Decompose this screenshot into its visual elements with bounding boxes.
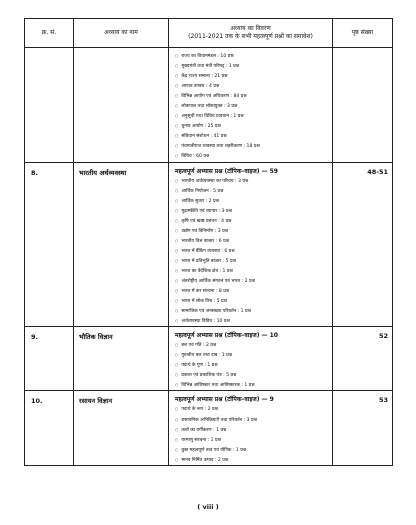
bullet-icon: ○	[175, 372, 179, 378]
topic-text: प्रकाश एवं प्रकाशिक यंत्र : 5 प्रश्न	[181, 373, 237, 379]
bullet-icon: ○	[175, 277, 179, 283]
topic-text: राज्य का विधानमंडल : 10 प्रश्न	[181, 54, 234, 59]
chapter-name-cell: भारतीय अर्थव्यवस्था	[74, 162, 169, 327]
page-number-cell: 53	[333, 391, 393, 465]
bullet-icon: ○	[175, 83, 179, 89]
topic-text: मानव निर्मित उत्पाद : 2 प्रश्न	[181, 457, 229, 463]
topic-text: मुद्रास्फीति एवं व्यापार : 3 प्रश्न	[181, 208, 232, 214]
topic-list-item	[175, 296, 332, 306]
table-row	[25, 162, 393, 327]
topic-text: केंद्र राज्य सम्बन्ध : 21 प्रश्न	[181, 74, 228, 80]
topic-text: विभिन्न आयोग एवं अधिकरण : 84 प्रश्न	[181, 94, 247, 100]
serial-number-cell: 9.	[25, 327, 74, 391]
serial-number-cell: 8.	[25, 162, 74, 327]
topic-text: आपात उपबंध : 4 प्रश्न	[181, 84, 220, 90]
topic-list-item	[175, 131, 332, 141]
topic-text: पदार्थ के गुण : 1 प्रश्न	[181, 363, 218, 369]
topic-list-item	[175, 435, 332, 445]
bullet-icon: ○	[175, 143, 179, 149]
bullet-icon: ○	[175, 93, 179, 99]
topic-list	[169, 176, 332, 327]
topic-text: परमाणु संरचना : 1 प्रश्न	[181, 437, 221, 443]
topic-text: सामाजिक एवं जनसंख्या परिवर्तन : 1 प्रश्न	[181, 309, 251, 315]
topic-list-item	[175, 370, 332, 380]
bullet-icon: ○	[175, 73, 179, 79]
chapter-name-cell	[74, 48, 169, 163]
bullet-icon: ○	[175, 382, 179, 388]
topic-list-item	[175, 111, 332, 121]
bullet-icon: ○	[175, 318, 179, 324]
topic-list-item	[175, 425, 332, 435]
bullet-icon: ○	[175, 247, 179, 253]
topic-list-item	[175, 196, 332, 206]
topic-list-item	[175, 246, 332, 256]
topic-list-item	[175, 141, 332, 151]
bullet-icon: ○	[175, 103, 179, 109]
serial-number-cell	[25, 48, 74, 163]
chapter-description-cell	[169, 391, 333, 465]
bullet-icon: ○	[175, 406, 179, 412]
practice-questions-heading: महत्वपूर्ण अभ्यास प्रश्न (टॉपिक–वाइज) — 59	[175, 167, 278, 175]
bullet-icon: ○	[175, 123, 179, 129]
topic-text: चुनाव आयोग : 25 प्रश्न	[181, 124, 221, 130]
topic-list-item	[175, 71, 332, 81]
bullet-icon: ○	[175, 153, 179, 159]
topic-list-item	[175, 306, 332, 316]
chapter-name-cell: भौतिक विज्ञान	[74, 327, 169, 391]
practice-questions-heading: महत्वपूर्ण अभ्यास प्रश्न (टॉपिक–वाइज) — 10	[175, 332, 278, 340]
topic-list-item	[175, 236, 332, 246]
topic-list	[169, 340, 332, 390]
page-number-cell: 52	[333, 327, 393, 391]
topic-text: भारत में बैंकिंग व्यवस्था : 6 प्रश्न	[181, 248, 235, 254]
topic-text: लोकपाल तथा लोकायुक्त : 3 प्रश्न	[181, 104, 238, 110]
bullet-icon: ○	[175, 133, 179, 139]
serial-number-cell: 10.	[25, 391, 74, 465]
bullet-icon: ○	[175, 177, 179, 183]
topic-text: आर्थिक नियोजन : 5 प्रश्न	[181, 188, 224, 194]
bullet-icon: ○	[175, 113, 179, 119]
topic-list-item	[175, 340, 332, 350]
topic-list-item	[175, 151, 332, 161]
topic-list-item	[175, 276, 332, 286]
page-footer-number: ( viii )	[197, 503, 219, 511]
practice-questions-heading: महत्वपूर्ण अभ्यास प्रश्न (टॉपिक–वाइज) — 9	[175, 396, 274, 404]
description-header-title: अध्याय का विवरण	[230, 25, 271, 32]
topic-text: भारत में कर संरचना : 8 प्रश्न	[181, 289, 230, 295]
bullet-icon: ○	[175, 308, 179, 314]
topic-text: अर्थव्यवस्था विविध : 10 प्रश्न	[181, 319, 230, 325]
topic-text: अंतर्राष्ट्रीय आर्थिक संगठन एवं भारत : 2 प्रश्न	[181, 278, 255, 284]
topic-list-item	[175, 216, 332, 226]
bullet-icon: ○	[175, 416, 179, 422]
bullet-icon: ○	[175, 342, 179, 348]
topic-text: आर्थिक सुधार : 2 प्रश्न	[181, 198, 219, 204]
bullet-icon: ○	[175, 187, 179, 193]
topic-list-item	[175, 101, 332, 111]
topic-text: अनुसूची तथा विविध प्रावधान : 1 प्रश्न	[181, 114, 244, 120]
page-number-cell	[333, 48, 393, 163]
topic-list-item	[175, 455, 332, 465]
topic-text: संविधान संशोधन : 41 प्रश्न	[181, 134, 227, 140]
topic-text: विविध : 60 प्रश्न	[181, 154, 210, 160]
topic-list-item	[175, 266, 332, 276]
bullet-icon: ○	[175, 267, 179, 273]
topic-list-item	[175, 91, 332, 101]
chapter-description-header	[169, 19, 333, 48]
topic-list-item	[175, 206, 332, 216]
bullet-icon: ○	[175, 207, 179, 213]
bullet-icon: ○	[175, 227, 179, 233]
topic-list-item	[175, 360, 332, 370]
bullet-icon: ○	[175, 257, 179, 263]
topic-text: गुरुत्वीय बल तथा दाब : 1 प्रश्न	[181, 353, 233, 359]
page-number-header: पृष्ठ संख्या	[333, 19, 393, 48]
bullet-icon: ○	[175, 352, 179, 358]
bullet-icon: ○	[175, 436, 179, 442]
topic-text: पंचायतीराज व्यवस्था तथा शहरीकरण : 18 प्रश्न	[181, 144, 260, 150]
table-row	[25, 391, 393, 465]
bullet-icon: ○	[175, 456, 179, 462]
description-header-subtitle: (2011-2021 तक के सभी महत्वपूर्ण प्रश्नों का समावेश)	[188, 33, 313, 40]
topic-text: भारतीय अर्थव्यवस्था का परिचय : 3 प्रश्न	[181, 178, 249, 184]
chapter-name-header: अध्याय का नाम	[74, 19, 169, 48]
topic-text: भारत में प्रतिभूति बाजार : 5 प्रश्न	[181, 258, 236, 264]
bullet-icon: ○	[175, 217, 179, 223]
topic-text: रासायनिक अभिक्रियाएँ तथा परिवर्तन : 3 प्रश्न	[181, 417, 257, 423]
topic-list-item	[175, 61, 332, 71]
topic-text: भारतीय वित्त बाजार : 6 प्रश्न	[181, 238, 229, 244]
table-row	[25, 327, 393, 391]
page-number-cell: 48-51	[333, 162, 393, 327]
topic-list-item	[175, 404, 332, 414]
bullet-icon: ○	[175, 53, 179, 58]
bullet-icon: ○	[175, 63, 179, 69]
topic-text: उद्योग एवं विनिर्माण : 3 प्रश्न	[181, 228, 228, 234]
serial-header: क्र. सं.	[25, 19, 74, 48]
topic-text: मुख्यमंत्री तथा मंत्री परिषद् : 1 प्रश्न	[181, 64, 239, 70]
table-row	[25, 48, 393, 163]
topic-list-item	[175, 226, 332, 236]
bullet-icon: ○	[175, 362, 179, 368]
topic-text: कुछ महत्वपूर्ण तत्व एवं यौगिक : 1 प्रश्न	[181, 447, 247, 453]
topic-list-item	[175, 380, 332, 390]
topic-text: तत्वों का वर्गीकरण : 1 प्रश्न	[181, 427, 227, 433]
bullet-icon: ○	[175, 298, 179, 304]
topic-list-item	[175, 81, 332, 91]
topic-list-item	[175, 415, 332, 425]
chapter-description-cell	[169, 48, 333, 163]
topic-text: बल एवं गति : 2 प्रश्न	[181, 343, 217, 349]
table-header-row	[25, 19, 393, 48]
topic-list	[169, 404, 332, 464]
chapter-description-cell	[169, 162, 333, 327]
topic-text: पदार्थ के रूप : 2 प्रश्न	[181, 407, 218, 413]
topic-list-item	[175, 176, 332, 186]
index-page	[24, 18, 392, 466]
topic-list-item	[175, 286, 332, 296]
topic-text: भारत में लोक वित्त : 5 प्रश्न	[181, 299, 227, 305]
chapter-index-table	[24, 18, 393, 466]
topic-list-item	[175, 186, 332, 196]
topic-text: विभिन्न आविष्कार तथा आविष्कारक : 1 प्रश्न	[181, 383, 255, 389]
chapter-description-cell	[169, 327, 333, 391]
topic-list-item	[175, 316, 332, 326]
topic-list-item	[175, 445, 332, 455]
topic-list-item	[175, 51, 332, 61]
topic-list-item	[175, 121, 332, 131]
bullet-icon: ○	[175, 197, 179, 203]
topic-text: भारत का वैदेशिक क्षेत्र : 1 प्रश्न	[181, 268, 233, 274]
chapter-name-cell: रसायन विज्ञान	[74, 391, 169, 465]
topic-text: कृषि एवं खाद्य प्रबंधन : 4 प्रश्न	[181, 218, 232, 224]
topic-list-item	[175, 350, 332, 360]
bullet-icon: ○	[175, 237, 179, 243]
topic-list	[169, 48, 332, 162]
bullet-icon: ○	[175, 446, 179, 452]
bullet-icon: ○	[175, 288, 179, 294]
bullet-icon: ○	[175, 426, 179, 432]
topic-list-item	[175, 256, 332, 266]
